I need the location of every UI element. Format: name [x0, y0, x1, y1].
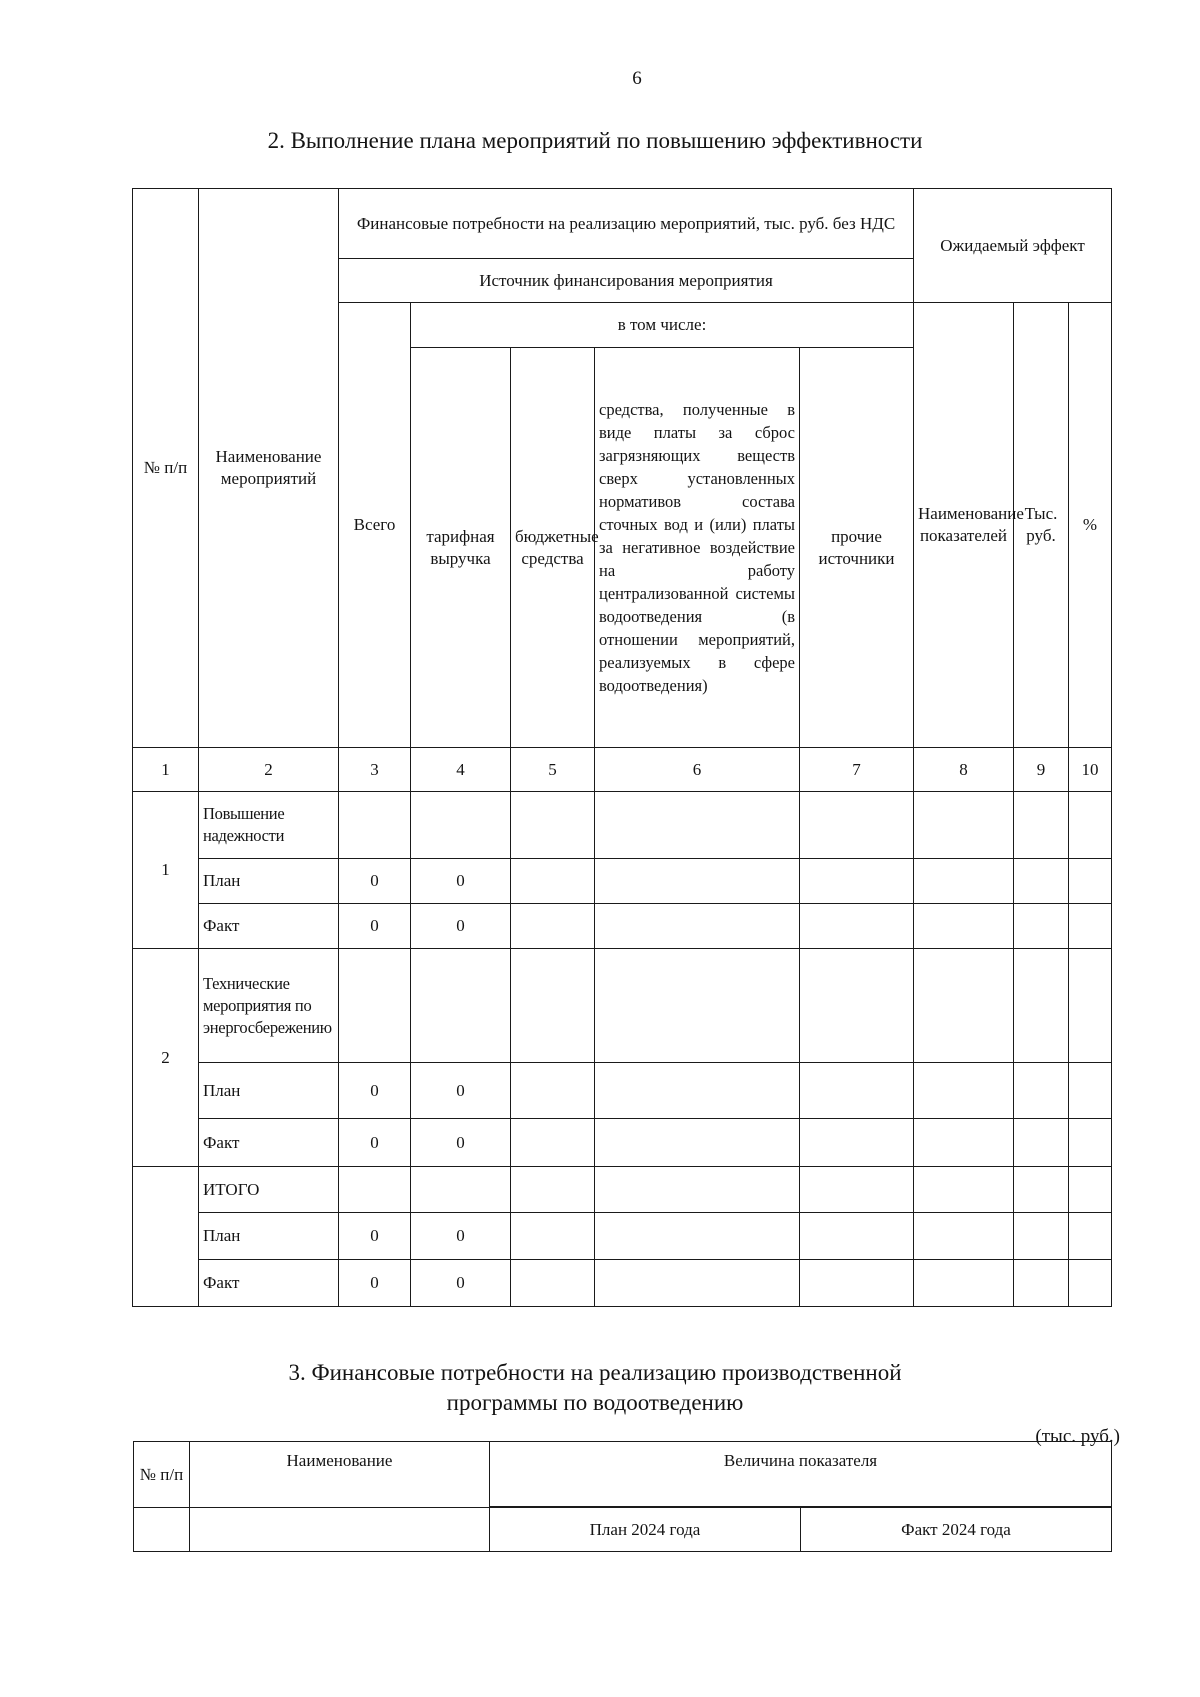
row-label: Факт [199, 1260, 339, 1307]
section-3-title-line2: программы по водоотведению [446, 1390, 744, 1415]
header-plan-2024: План 2024 года [490, 1508, 801, 1552]
header-percent: % [1069, 303, 1112, 748]
page-number: 6 [632, 68, 642, 89]
header-name: Наименование [190, 1442, 490, 1508]
header-expected-effect: Ожидаемый эффект [914, 189, 1112, 303]
column-number: 6 [595, 748, 800, 792]
group-title: Технические мероприятия по энергосбережению [199, 949, 339, 1063]
cell-tariff: 0 [411, 904, 511, 949]
table-row [133, 859, 1112, 904]
cell-tariff: 0 [411, 1213, 511, 1260]
header-other: прочие источники [800, 348, 914, 748]
row-label: Факт [199, 904, 339, 949]
header-funding-source: Источник финансирования мероприятия [339, 259, 914, 303]
cell-tariff: 0 [411, 1260, 511, 1307]
row-label: План [199, 1063, 339, 1119]
header-finance-needs: Финансовые потребности на реализацию мероприятий, тыс. руб. без НДС [339, 189, 914, 259]
group-num: 1 [133, 792, 199, 949]
column-number: 10 [1069, 748, 1112, 792]
units-note: (тыс. руб.) [1035, 1426, 1120, 1447]
cell-total: 0 [339, 1213, 411, 1260]
column-number: 7 [800, 748, 914, 792]
cell-tariff: 0 [411, 1063, 511, 1119]
column-number: 1 [133, 748, 199, 792]
header-total: Всего [339, 303, 411, 748]
table-row [133, 1260, 1112, 1307]
cell-tariff: 0 [411, 1119, 511, 1167]
header-name: Наименование мероприятий [199, 189, 339, 748]
table-row [133, 904, 1112, 949]
cell-total: 0 [339, 1119, 411, 1167]
column-number: 4 [411, 748, 511, 792]
header-including: в том числе: [411, 303, 914, 348]
header-thousand-rub: Тыс. руб. [1014, 303, 1069, 748]
efficiency-plan-table [132, 188, 1112, 1307]
column-number: 5 [511, 748, 595, 792]
row-label: План [199, 859, 339, 904]
group-num: 2 [133, 949, 199, 1167]
header-fact-2024: Факт 2024 года [801, 1508, 1112, 1552]
table-row [133, 949, 1112, 1063]
header-budget: бюджетные средства [511, 348, 595, 748]
header-fees: средства, полученные в виде платы за сброс загрязняющих веществ сверх установленных нормативов состава сточных вод и (или) платы за негативное воздействие на работу централизованной системы водоотведения (в отношении мероприятий, реализуемых в сфере водоотведения) [595, 348, 800, 748]
cell-total: 0 [339, 859, 411, 904]
section-3-title-line1: 3. Финансовые потребности на реализацию производственной [288, 1360, 902, 1385]
column-number: 2 [199, 748, 339, 792]
header-indicator-name: Наименование показателей [914, 303, 1014, 748]
group-title: Повышение надежности [199, 792, 339, 859]
table-row [133, 1167, 1112, 1213]
cell-total: 0 [339, 904, 411, 949]
header-tariff: тарифная выручка [411, 348, 511, 748]
row-label: План [199, 1213, 339, 1260]
cell-total: 0 [339, 1063, 411, 1119]
cell-total: 0 [339, 1260, 411, 1307]
column-number: 8 [914, 748, 1014, 792]
cell-tariff: 0 [411, 859, 511, 904]
section-3-title [0, 1358, 1190, 1418]
row-label: Факт [199, 1119, 339, 1167]
header-value: Величина показателя [490, 1442, 1112, 1507]
table-row [133, 1213, 1112, 1260]
header-num: № п/п [133, 189, 199, 748]
section-2-title: 2. Выполнение плана мероприятий по повышению эффективности [267, 128, 923, 153]
financial-needs-table [133, 1441, 1112, 1552]
totals-title: ИТОГО [199, 1167, 339, 1213]
table-row [133, 1119, 1112, 1167]
column-number: 9 [1014, 748, 1069, 792]
column-number: 3 [339, 748, 411, 792]
table-row [133, 792, 1112, 859]
table-row [133, 1063, 1112, 1119]
header-num: № п/п [134, 1442, 190, 1508]
